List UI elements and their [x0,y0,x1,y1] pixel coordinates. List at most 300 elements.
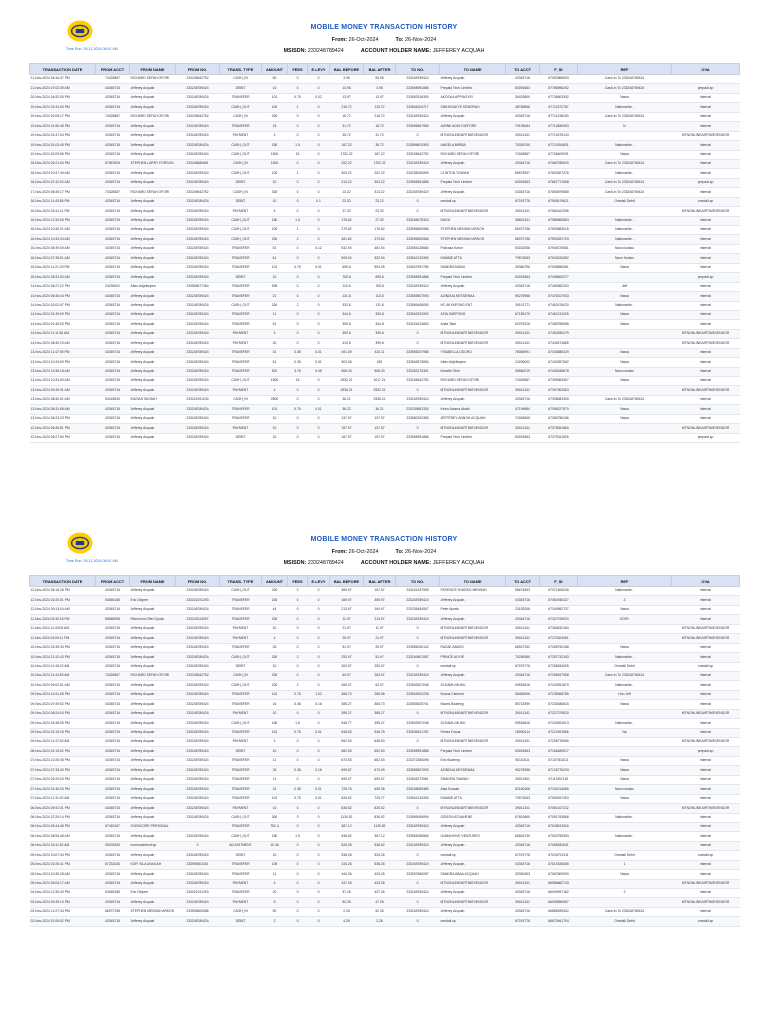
table-cell: 67710836353 [540,122,578,131]
table-cell: TRANSFER [220,263,262,272]
table-cell: 0 [308,216,330,225]
table-cell: 67206776980 [540,738,578,747]
table-cell: 0 [308,424,330,433]
table-cell: internal [672,141,740,150]
table-cell: 233248789424 [176,301,220,310]
table-cell: 233248089380 [396,785,440,794]
table-cell: 233248789424 [176,709,220,718]
table-cell: Jefferey Acquah [130,851,176,860]
table-cell: 137.97 [330,414,364,423]
table-cell: PAYMENT [220,804,262,813]
table-cell: Jefferey Acquah [130,226,176,235]
table-cell: 0 [396,898,440,907]
table-cell: 10 [262,804,288,813]
table-cell: STEPHEN MENSAH ARKOH [130,907,176,916]
table-cell: 67496600377 [540,273,578,282]
table-cell: 63091863 [506,178,540,187]
table-cell: internal [672,605,740,614]
table-cell: 10-Nov-2024 11:44:53 AM [30,671,96,680]
table-cell: 0 [288,122,308,131]
table-cell: 0 [288,292,308,301]
table-cell: 16 [262,700,288,709]
table-cell: 2 [288,587,308,596]
table-cell: internal [672,254,740,263]
msisdn-value: 233248789424 [307,48,344,54]
table-cell: 67785596292 [540,84,578,93]
from-value: 26-Oct-2024 [348,549,379,555]
table-cell: TRANSFER [220,756,262,765]
table-cell [578,386,672,395]
table-cell: MTNONLINEAIRTIMEVENDOR [672,804,740,813]
table-cell: 387.12 [330,822,364,831]
table-cell: 67051167232 [540,804,578,813]
table-cell: 1500 [262,159,288,168]
table-cell: 420.11 [364,348,396,357]
table-cell: 0 [288,424,308,433]
table-cell: 36.21 [330,395,364,404]
table-cell: 233243313097 [176,615,220,624]
table-cell: 233248789424 [176,681,220,690]
table-cell: 31 [262,785,288,794]
table-row [30,169,740,178]
table-cell: 67257732343 [540,653,578,662]
table-cell: 233248789424 [176,263,220,272]
table-row [30,822,740,831]
table-cell: CASH_OUT [220,216,262,225]
table-cell: 233555507093 [396,766,440,775]
table-cell: 67045674316 [540,822,578,831]
table-cell: 0 [396,879,440,888]
table-cell: internal [672,596,740,605]
table-cell: 27.32 [364,216,396,225]
table-cell: 3.96 [330,75,364,84]
table-cell: 233553316300 [396,93,440,102]
table-cell: 06-Nov-2024 09:41:31 PM [30,804,96,813]
table-cell: 43345716 [506,615,540,624]
table-cell: 0 [308,596,330,605]
table-cell: internal [672,785,740,794]
table-cell: 538.26 [330,851,364,860]
table-cell: PATIENCE NYARKO MENSAH [440,587,506,596]
column-header: TO ACCT [506,64,540,75]
table-cell: 52160408 [506,785,540,794]
table-cell: 187.22 [364,150,396,159]
table-cell: 313.22 [330,178,364,187]
table-cell [578,433,672,442]
table-cell: 233248789424 [176,178,220,187]
table-cell: 74328587 [96,671,130,680]
table-cell: 39380796 [506,263,540,272]
table-cell: AWINE AGEH DEFORE [440,122,506,131]
table-cell: 233248789424 [176,348,220,357]
table-cell: 02-Nov-2024 07:09:52 PM [30,917,96,926]
from-value: 26-Oct-2024 [348,37,379,43]
table-cell: 12-Nov-2024 06:27:54 PM [30,433,96,442]
table-cell: internal [672,310,740,319]
table-cell: 0 [308,634,330,643]
table-cell: 21-Nov-2024 04:44:47 PM [30,75,96,84]
table-cell: Nationwide - [578,169,672,178]
table-cell: CASH_IN [220,671,262,680]
table-cell: 39011341 [506,339,540,348]
table-cell: 67270324961 [540,634,578,643]
table-cell: DEBIT [220,851,262,860]
print-timestamp: Time Run: 26-11-2024 08:51 AM [66,559,118,563]
table-cell: 10 [262,709,288,718]
table-cell: internal [672,292,740,301]
table-cell: 137.97 [364,414,396,423]
table-cell: 67308432184 [540,624,578,633]
table-cell: 0 [308,832,330,841]
table-cell: 43345716 [96,747,130,756]
column-header: F_ID [540,64,578,75]
table-cell: Jefferey Acquah [130,747,176,756]
table-cell: 0 [288,112,308,121]
table-cell: 233595301151 [176,860,220,869]
table-cell: Kevin Adoma Abaid [440,405,506,414]
column-header: AMOUNT [262,64,288,75]
table-cell: Nationwide - [578,235,672,244]
table-cell: 43345716 [96,122,130,131]
table-cell: TRANSFER [220,310,262,319]
table-cell: 233598951886 [396,273,440,282]
table-cell: 0 [308,624,330,633]
table-cell: 233248789424 [176,643,220,652]
table-row [30,329,740,338]
table-cell: 70258360 [506,653,540,662]
table-cell: internal [672,169,740,178]
table-cell: 13.96 [330,84,364,93]
table-cell: Nawa [578,643,672,652]
table-row [30,879,740,888]
table-cell: PAYMENT [220,207,262,216]
table-cell: 10 [262,197,288,206]
table-cell: MTNONLINEAIRTIMEVENDOR [672,738,740,747]
table-cell: CASH_OUT [220,719,262,728]
table-cell: 233248789424 [176,122,220,131]
table-cell: 395.27 [330,709,364,718]
table-cell: 528.26 [364,851,396,860]
table-body [30,75,740,443]
table-row [30,841,740,850]
table-cell: 43345716 [96,766,130,775]
table-row [30,785,740,794]
table-cell: 0.1 [308,197,330,206]
table-cell: 0 [288,282,308,291]
table-cell: 233549231992 [396,310,440,319]
table-cell: Jefferey Acquah [130,244,176,253]
to-label: To: [395,549,404,555]
table-cell: 10 [262,178,288,187]
table-cell: 2 [288,235,308,244]
column-header: FROM NO. [176,576,220,587]
table-cell: 233248789424 [176,832,220,841]
table-cell: Jefferey Acquah [130,898,176,907]
table-cell: 546.78 [364,728,396,737]
table-cell: 10 [262,414,288,423]
table-cell: 63.97 [330,671,364,680]
table-cell: 433.26 [330,860,364,869]
table-cell: internal [672,615,740,624]
table-cell: 67433686329 [540,348,578,357]
table-cell: 100 [262,226,288,235]
table-cell [176,822,220,831]
table-cell: AZINDUA KESSEWAA [440,292,506,301]
table-cell: internal [672,870,740,879]
table-cell: 233248789424 [176,756,220,765]
table-cell: 546.77 [330,719,364,728]
table-cell: 43345716 [96,197,130,206]
table-cell: 54065185 [96,596,130,605]
table-cell: 752.4 [262,822,288,831]
table-cell: DEBIT [220,662,262,671]
table-cell: Jefferey Acquah [130,386,176,395]
table-cell: TRANSFER [220,690,262,699]
table-cell: 4 [262,207,288,216]
table-header [30,64,740,75]
table-cell: prepaid.sp [672,273,740,282]
table-cell: RAZAK ABASS [440,643,506,652]
table-cell: 369.97 [330,587,364,596]
table-row [30,690,740,699]
table-cell: 0 [288,395,308,404]
table-cell: 0 [288,709,308,718]
table-cell: 0 [308,879,330,888]
table-cell: Nationwide - [578,653,672,662]
table-row [30,131,740,140]
table-cell: HUDU [440,216,506,225]
table-cell: 0 [288,207,308,216]
table-cell: 21 [262,292,288,301]
table-cell: 05-Nov-2024 10:07:34 PM [30,851,96,860]
table-cell: 16-Nov-2024 07:35:51 AM [30,254,96,263]
table-cell [578,738,672,747]
table-cell: 508.43 [364,367,396,376]
table-row [30,367,740,376]
table-cell: 66972758 [96,907,130,916]
table-cell: 2 [288,681,308,690]
table-row [30,197,740,206]
table-cell: 344.8 [330,310,364,319]
table-cell: 10-Nov-2024 11:48:22 AM [30,662,96,671]
table-cell: 43345716 [96,898,130,907]
table-cell: 06-Nov-2024 05:44:48 PM [30,822,96,831]
table-cell: 67397903363 [540,386,578,395]
table-cell: 233248789424 [396,75,440,84]
table-cell: 07-Nov-2024 07:33:40 PM [30,766,96,775]
table-cell: 48785858 [506,103,540,112]
table-cell: 233248789424 [176,292,220,301]
table-cell: Jefferey Acquah [130,738,176,747]
transaction-table [29,63,740,443]
table-cell: 43345716 [96,738,130,747]
table-cell: 233598624393 [396,141,440,150]
table-cell: momomintend.sp [130,841,176,850]
table-cell: TRANSFER [220,700,262,709]
table-cell: 695.8 [364,273,396,282]
table-cell: Nawa [578,320,672,329]
table-cell: Nawa [578,775,672,784]
report-title: MOBILE MONEY TRANSACTION HISTORY [310,536,458,543]
table-cell: Jefferey Acquah [130,870,176,879]
table-cell: 11.97 [330,615,364,624]
table-cell: 11-Nov-2024 03:30:18 PM [30,615,96,624]
table-cell: 233248789424 [176,728,220,737]
column-header: FROM NAME [130,64,176,75]
table-cell: 07-Nov-2024 01:30:03 PM [30,785,96,794]
table-cell: Z [578,596,672,605]
column-header: TRANS. TYPE [220,64,262,75]
table-row [30,775,740,784]
table-row [30,414,740,423]
table-cell: onedall.sp [672,917,740,926]
table-cell: 44 [262,605,288,614]
table-cell: 4 [262,879,288,888]
table-cell: 20-Nov-2024 04:52:05 PM [30,93,96,102]
table-row [30,377,740,386]
table-cell: Nawa [578,405,672,414]
table-cell: 0 [308,301,330,310]
table-cell: 0 [308,775,330,784]
table-row [30,728,740,737]
table-cell: 303.22 [364,178,396,187]
table-cell: KWAME ATTA [440,794,506,803]
table-cell: 528.26 [330,841,364,850]
table-cell: 233549207046 [396,719,440,728]
table-cell: Nationwide - [578,301,672,310]
table-cell: SANDRA MANU [440,263,506,272]
table-cell: 67015338365 [540,860,578,869]
table-cell: 150 [262,719,288,728]
table-cell: 101 [262,690,288,699]
table-cell: AFIA SARPONG [440,310,506,319]
table-cell: 1139.52 [330,813,364,822]
table-cell: 233248789424 [176,766,220,775]
table-cell: Jefferey Acquah [130,605,176,614]
table-cell: 726.76 [330,785,364,794]
table-cell: Jefferey Acquah [130,103,176,112]
table-cell: 39011341 [506,386,540,395]
table-cell: 67375091869 [540,424,578,433]
table-cell: 39011961 [506,775,540,784]
table-cell: 202.22 [364,169,396,178]
table-cell: 43345716 [96,367,130,376]
table-cell: Nuuna Clement [440,690,506,699]
table-cell: MTNONLINEAIRTIMEVENDOR [440,634,506,643]
table-row [30,709,740,718]
table-cell: KWAME ATTA [440,254,506,263]
table-cell: Nonn Kwaku [578,254,672,263]
table-cell: MTNONLINEAIRTIMEVENDOR [440,624,506,633]
table-cell: 43345716 [96,870,130,879]
table-cell: Onedall Debit [578,662,672,671]
table-cell: 43345716 [506,860,540,869]
table-cell: 101 [262,93,288,102]
table-cell: 57967626 [96,159,130,168]
table-cell: 67051793868 [540,813,578,822]
table-cell: internal [672,822,740,831]
table-cell: MTNONLINEAIRTIMEVENDOR [672,386,740,395]
table-cell: 43345716 [96,700,130,709]
table-cell: CASH_OUT [220,235,262,244]
table-cell: 39011341 [506,634,540,643]
table-cell: 43345716 [96,851,130,860]
table-cell: 0 [308,615,330,624]
table-cell: 0 [308,907,330,916]
date-range [0,549,768,555]
table-cell: 23.32 [364,207,396,216]
table-cell: internal [672,122,740,131]
table-cell: 15 [288,150,308,159]
table-cell: 233597860087 [396,870,440,879]
table-cell: 13.97 [364,93,396,102]
table-cell: Richmond Offei Opoku [130,615,176,624]
table-cell: 26 [262,643,288,652]
table-row [30,889,740,898]
table-cell: 0 [396,329,440,338]
table-cell: 67056534031 [540,841,578,850]
table-cell: 23153208 [506,605,540,614]
table-cell: Prepaid Tech Limited [440,84,506,93]
table-cell: 39011341 [506,131,540,140]
table-cell: 836.52 [330,804,364,813]
table-cell: 233248789424 [176,320,220,329]
table-cell: DEBIT [220,917,262,926]
table-cell: 2536.21 [364,395,396,404]
table-cell: 56674853 [506,587,540,596]
table-cell: 67026791311 [540,851,578,860]
table-cell: 233248789424 [176,775,220,784]
table-cell: Cash-In To 233248789424 [578,159,672,168]
table-cell: 43345716 [96,226,130,235]
table-cell: 0 [288,870,308,879]
table-cell: TRANSFER [220,122,262,131]
table-cell: Jefferey Acquah [130,254,176,263]
table-cell: RICHARD SEFAH OFORI [440,150,506,159]
table-cell: 233248789424 [176,804,220,813]
table-cell: 101 [262,728,288,737]
table-cell: 74328605 [506,414,540,423]
table-cell: DEBIT [220,84,262,93]
table-cell: 233248789424 [176,244,220,253]
table-cell: 18-Nov-2024 07:42:02 AM [30,178,96,187]
table-cell: 0 [308,889,330,898]
column-header: FEES [288,576,308,587]
table-cell: 67452530479 [540,329,578,338]
table-cell: 43345716 [96,681,130,690]
table-cell: MTNONLINEAIRTIMEVENDOR [672,131,740,140]
table-row [30,348,740,357]
table-cell: Nawa [578,756,672,765]
table-cell: 43345716 [96,263,130,272]
table-cell: 12-Nov-2024 05:16:28 PM [30,587,96,596]
table-cell: 0 [308,841,330,850]
table-cell: 233248789424 [176,747,220,756]
table-row [30,813,740,822]
table-cell: CASH_OUT [220,813,262,822]
table-cell: 233248789424 [396,188,440,197]
table-cell: GLEAMU MUKU [440,681,506,690]
table-cell: 19-Nov-2024 02:09:56 PM [30,150,96,159]
table-cell: 1500 [262,377,288,386]
column-header: TO NO. [396,64,440,75]
table-cell: 233248789424 [396,596,440,605]
table-cell: STEPHEN MENSAH ARKOH [440,235,506,244]
table-cell: 213.97 [330,605,364,614]
table-cell: 178.82 [364,226,396,235]
table-cell: 67462131925 [540,310,578,319]
table-row [30,84,740,93]
